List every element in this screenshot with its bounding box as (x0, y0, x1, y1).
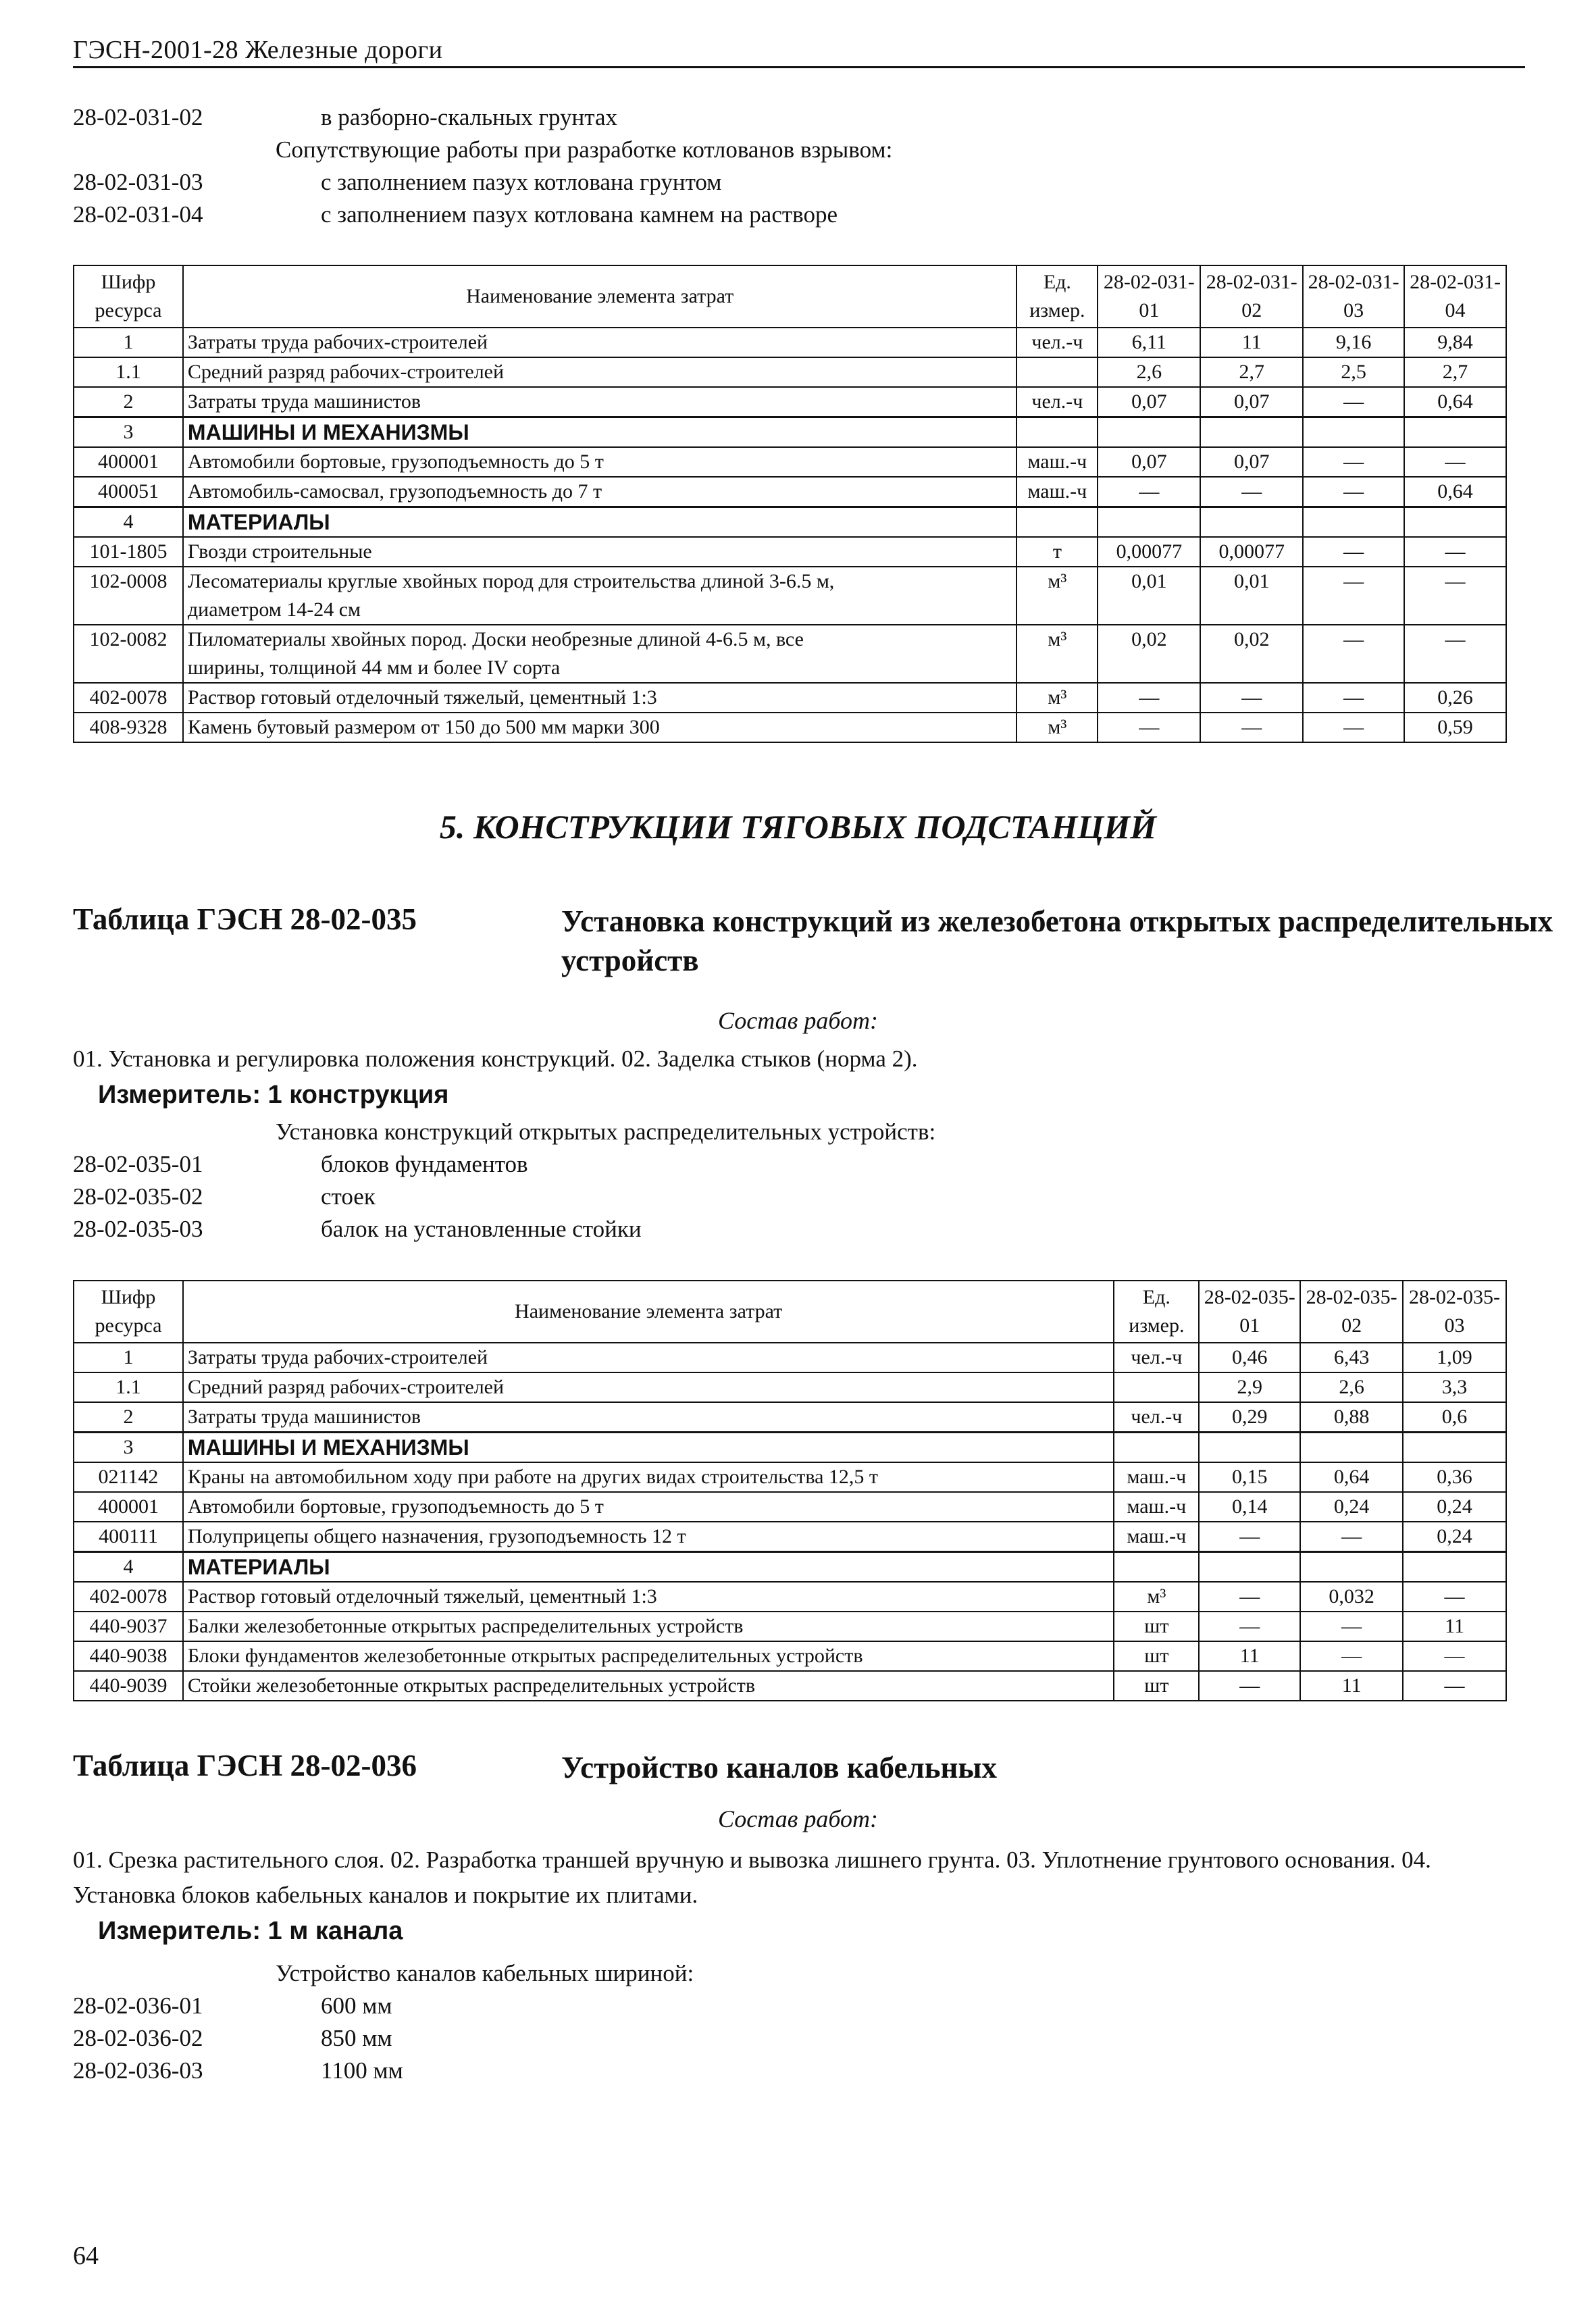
table-row (74, 1671, 1506, 1701)
header-unit: Ед. измер. (1016, 265, 1098, 328)
norm-value: 0,46 (1199, 1343, 1300, 1372)
empty-cell (1098, 654, 1200, 683)
norm-value: 2,6 (1300, 1372, 1403, 1402)
norm-value: — (1303, 713, 1404, 742)
table-row (74, 713, 1506, 742)
table-row (74, 1582, 1506, 1612)
empty-cell (1200, 417, 1303, 448)
resource-name: Лесоматериалы круглые хвойных пород для строительства длиной 3-6.5 м, (183, 567, 1016, 596)
section-heading: МАШИНЫ И МЕХАНИЗМЫ (183, 417, 1016, 448)
norm-value: 0,00077 (1200, 537, 1303, 567)
measure-unit: Измеритель: 1 конструкция (98, 1081, 449, 1109)
resource-unit: м³ (1016, 567, 1098, 596)
resource-code: 400051 (74, 477, 183, 507)
resource-unit: чел.-ч (1114, 1343, 1199, 1372)
resource-unit: шт (1114, 1671, 1199, 1701)
norm-code: 28-02-036-01 (73, 1992, 203, 2019)
norm-group-description: Установка конструкций открытых распределительных устройств: (276, 1119, 936, 1145)
norm-value: 0,14 (1199, 1492, 1300, 1522)
norm-value: 0,6 (1403, 1402, 1506, 1433)
norm-description: в разборно-скальных грунтах (321, 104, 617, 130)
section-heading: МАТЕРИАЛЫ (183, 1552, 1114, 1583)
empty-cell (1300, 1552, 1403, 1583)
norm-value: — (1199, 1612, 1300, 1641)
norm-value: — (1303, 683, 1404, 713)
norm-value: 0,36 (1403, 1462, 1506, 1492)
empty-cell (1303, 507, 1404, 538)
norm-code: 28-02-036-03 (73, 2057, 203, 2084)
resource-name: Затраты труда рабочих-строителей (183, 328, 1016, 357)
norm-value: — (1303, 567, 1404, 596)
norm-code: 28-02-035-02 (73, 1183, 203, 1210)
empty-cell (1404, 654, 1506, 683)
norm-value: — (1098, 683, 1200, 713)
table-label: Таблица ГЭСН 28-02-035 (73, 902, 417, 936)
empty-cell (1016, 507, 1098, 538)
norm-value: — (1404, 537, 1506, 567)
norm-value: — (1403, 1582, 1506, 1612)
empty-cell (1404, 507, 1506, 538)
resource-unit: чел.-ч (1016, 387, 1098, 417)
empty-cell (1098, 596, 1200, 625)
table-label: Таблица ГЭСН 28-02-036 (73, 1749, 417, 1782)
norm-value: — (1199, 1582, 1300, 1612)
norm-description: блоков фундаментов (321, 1151, 528, 1177)
resource-table-031 (73, 265, 1507, 743)
norm-value: — (1300, 1612, 1403, 1641)
measure-unit: Измеритель: 1 м канала (98, 1917, 403, 1945)
header-name: Наименование элемента затрат (183, 1281, 1114, 1343)
section-row (74, 417, 1506, 448)
resource-name: Затраты труда рабочих-строителей (183, 1343, 1114, 1372)
norm-value: — (1403, 1671, 1506, 1701)
table-row (74, 357, 1506, 387)
resource-name: Средний разряд рабочих-строителей (183, 1372, 1114, 1402)
empty-cell (74, 596, 183, 625)
header-rule (73, 66, 1525, 68)
resource-code: 3 (74, 1433, 183, 1463)
norm-value: 0,01 (1098, 567, 1200, 596)
norm-value: 0,01 (1200, 567, 1303, 596)
header-code: Шифр ресурса (74, 265, 183, 328)
norm-value: 0,24 (1403, 1492, 1506, 1522)
empty-cell (1114, 1433, 1199, 1463)
resource-name: Камень бутовый размером от 150 до 500 мм марки 300 (183, 713, 1016, 742)
norm-value: — (1200, 683, 1303, 713)
resource-unit (1016, 357, 1098, 387)
norm-value: 2,6 (1098, 357, 1200, 387)
resource-table-035 (73, 1280, 1507, 1701)
resource-code: 400111 (74, 1522, 183, 1552)
resource-code: 101-1805 (74, 537, 183, 567)
table-row (74, 1372, 1506, 1402)
resource-name: Раствор готовый отделочный тяжелый, цементный 1:3 (183, 1582, 1114, 1612)
table-row (74, 1462, 1506, 1492)
resource-unit: маш.-ч (1114, 1522, 1199, 1552)
section-heading: МАШИНЫ И МЕХАНИЗМЫ (183, 1433, 1114, 1463)
norm-value: — (1403, 1641, 1506, 1671)
norm-value: — (1300, 1522, 1403, 1552)
norm-group-description: Сопутствующие работы при разработке котлованов взрывом: (276, 136, 893, 163)
resource-code: 400001 (74, 447, 183, 477)
resource-code: 408-9328 (74, 713, 183, 742)
resource-name: Краны на автомобильном ходу при работе на других видах строительства 12,5 т (183, 1462, 1114, 1492)
norm-value: — (1404, 447, 1506, 477)
norm-value: 6,43 (1300, 1343, 1403, 1372)
norm-code: 28-02-031-03 (73, 169, 203, 195)
table-row-continuation (74, 596, 1506, 625)
norm-description: с заполнением пазух котлована грунтом (321, 169, 722, 195)
table-row (74, 1343, 1506, 1372)
resource-unit: м³ (1016, 683, 1098, 713)
table-row (74, 328, 1506, 357)
page-number: 64 (73, 2242, 99, 2270)
empty-cell (1200, 654, 1303, 683)
resource-unit: чел.-ч (1114, 1402, 1199, 1433)
resource-code: 4 (74, 507, 183, 538)
norm-value: 1,09 (1403, 1343, 1506, 1372)
norm-value: — (1200, 477, 1303, 507)
norm-value: 11 (1200, 328, 1303, 357)
norm-value: — (1303, 477, 1404, 507)
resource-code: 440-9037 (74, 1612, 183, 1641)
table-header-row (74, 1281, 1506, 1343)
resource-code: 402-0078 (74, 683, 183, 713)
norm-value: — (1098, 713, 1200, 742)
resource-name: Гвозди строительные (183, 537, 1016, 567)
resource-code: 4 (74, 1552, 183, 1583)
norm-value: — (1404, 567, 1506, 596)
norm-description: 600 мм (321, 1992, 392, 2019)
resource-unit: м³ (1114, 1582, 1199, 1612)
empty-cell (1403, 1433, 1506, 1463)
header-code: Шифр ресурса (74, 1281, 183, 1343)
norm-code: 28-02-031-02 (73, 104, 203, 130)
norm-value: — (1303, 387, 1404, 417)
resource-code: 440-9038 (74, 1641, 183, 1671)
norm-description: 1100 мм (321, 2057, 403, 2084)
resource-name: Автомобили бортовые, грузоподъемность до 5 т (183, 1492, 1114, 1522)
resource-unit (1114, 1372, 1199, 1402)
resource-name-continued: диаметром 14-24 см (183, 596, 1016, 625)
works-description: 01. Срезка растительного слоя. 02. Разработка траншей вручную и вывозка лишнего грунта. 03. Уплотнение грунтового основания. 04. Установка блоков кабельных каналов и покрытие их плитами. (73, 1847, 1431, 1908)
norm-value: 0,07 (1098, 447, 1200, 477)
norm-value: — (1199, 1671, 1300, 1701)
norm-value: 0,88 (1300, 1402, 1403, 1433)
resource-code: 1.1 (74, 1372, 183, 1402)
empty-cell (1016, 654, 1098, 683)
norm-value: 9,16 (1303, 328, 1404, 357)
resource-name-continued: ширины, толщиной 44 мм и более IV сорта (183, 654, 1016, 683)
resource-name: Полуприцепы общего назначения, грузоподъемность 12 т (183, 1522, 1114, 1552)
norm-value: 2,5 (1303, 357, 1404, 387)
norm-value: — (1303, 447, 1404, 477)
resource-unit: маш.-ч (1114, 1492, 1199, 1522)
resource-name: Пиломатериалы хвойных пород. Доски необрезные длиной 4-6.5 м, все (183, 625, 1016, 654)
section-row (74, 507, 1506, 538)
resource-name: Автомобиль-самосвал, грузоподъемность до 7 т (183, 477, 1016, 507)
empty-cell (1300, 1433, 1403, 1463)
norm-value: 0,02 (1200, 625, 1303, 654)
resource-unit: м³ (1016, 625, 1098, 654)
table-title: Устройство каналов кабельных (561, 1751, 998, 1784)
header-name: Наименование элемента затрат (183, 265, 1016, 328)
norm-value: 0,26 (1404, 683, 1506, 713)
norm-value: 0,24 (1403, 1522, 1506, 1552)
resource-name: Затраты труда машинистов (183, 387, 1016, 417)
resource-code: 021142 (74, 1462, 183, 1492)
resource-name: Автомобили бортовые, грузоподъемность до 5 т (183, 447, 1016, 477)
empty-cell (1016, 417, 1098, 448)
empty-cell (74, 654, 183, 683)
resource-name: Затраты труда машинистов (183, 1402, 1114, 1433)
resource-name: Стойки железобетонные открытых распределительных устройств (183, 1671, 1114, 1701)
norm-value: 0,64 (1404, 477, 1506, 507)
table-row (74, 683, 1506, 713)
header-norm-col: 28-02-031-01 (1098, 265, 1200, 328)
section-row (74, 1552, 1506, 1583)
norm-description: балок на установленные стойки (321, 1216, 642, 1242)
norm-value: 0,15 (1199, 1462, 1300, 1492)
norm-value: 0,02 (1098, 625, 1200, 654)
resource-code: 102-0082 (74, 625, 183, 654)
resource-code: 1 (74, 328, 183, 357)
norm-value: 0,64 (1404, 387, 1506, 417)
resource-unit: м³ (1016, 713, 1098, 742)
empty-cell (1199, 1433, 1300, 1463)
resource-code: 2 (74, 1402, 183, 1433)
norm-value: 11 (1403, 1612, 1506, 1641)
norm-value: 0,07 (1200, 387, 1303, 417)
table-row (74, 1492, 1506, 1522)
norm-value: 0,032 (1300, 1582, 1403, 1612)
works-description: 01. Установка и регулировка положения конструкций. 02. Заделка стыков (норма 2). (73, 1046, 918, 1072)
norm-description: стоек (321, 1183, 376, 1210)
norm-code: 28-02-031-04 (73, 201, 203, 228)
norm-value: 2,7 (1200, 357, 1303, 387)
norm-value: — (1098, 477, 1200, 507)
empty-cell (1200, 596, 1303, 625)
resource-unit: шт (1114, 1641, 1199, 1671)
norm-value: 3,3 (1403, 1372, 1506, 1402)
resource-name: Раствор готовый отделочный тяжелый, цементный 1:3 (183, 683, 1016, 713)
table-row (74, 1612, 1506, 1641)
table-row (74, 387, 1506, 417)
empty-cell (1200, 507, 1303, 538)
norm-code: 28-02-036-02 (73, 2025, 203, 2051)
header-norm-col: 28-02-031-03 (1303, 265, 1404, 328)
resource-name: Балки железобетонные открытых распределительных устройств (183, 1612, 1114, 1641)
resource-code: 3 (74, 417, 183, 448)
norm-value: — (1200, 713, 1303, 742)
resource-unit: маш.-ч (1016, 447, 1098, 477)
table-header-row (74, 265, 1506, 328)
empty-cell (1016, 596, 1098, 625)
resource-name: Средний разряд рабочих-строителей (183, 357, 1016, 387)
table-title: Установка конструкций из железобетона открытых распределительных устройств (561, 904, 1553, 977)
norm-value: 0,24 (1300, 1492, 1403, 1522)
running-header: ГЭСН-2001-28 Железные дороги (73, 36, 443, 64)
header-norm-col: 28-02-035-03 (1403, 1281, 1506, 1343)
table-row (74, 567, 1506, 596)
table-row (74, 447, 1506, 477)
resource-code: 400001 (74, 1492, 183, 1522)
norm-value: 0,07 (1200, 447, 1303, 477)
norm-value: 0,29 (1199, 1402, 1300, 1433)
resource-code: 402-0078 (74, 1582, 183, 1612)
empty-cell (1199, 1552, 1300, 1583)
norm-value: 0,64 (1300, 1462, 1403, 1492)
resource-unit: шт (1114, 1612, 1199, 1641)
empty-cell (1303, 417, 1404, 448)
resource-name: Блоки фундаментов железобетонные открытых распределительных устройств (183, 1641, 1114, 1671)
norm-value: 9,84 (1404, 328, 1506, 357)
resource-code: 1 (74, 1343, 183, 1372)
norm-value: — (1199, 1522, 1300, 1552)
section-row (74, 1433, 1506, 1463)
norm-value: 11 (1199, 1641, 1300, 1671)
header-norm-col: 28-02-031-04 (1404, 265, 1506, 328)
resource-unit: т (1016, 537, 1098, 567)
resource-unit: чел.-ч (1016, 328, 1098, 357)
empty-cell (1098, 507, 1200, 538)
norm-code: 28-02-035-01 (73, 1151, 203, 1177)
norm-group-description: Устройство каналов кабельных шириной: (276, 1960, 694, 1986)
norm-value: 2,7 (1404, 357, 1506, 387)
table-row (74, 1522, 1506, 1552)
table-row (74, 625, 1506, 654)
resource-code: 102-0008 (74, 567, 183, 596)
header-norm-col: 28-02-031-02 (1200, 265, 1303, 328)
norm-description: 850 мм (321, 2025, 392, 2051)
composition-title: Состав работ: (718, 1805, 878, 1832)
empty-cell (1403, 1552, 1506, 1583)
norm-description: с заполнением пазух котлована камнем на растворе (321, 201, 838, 228)
norm-value: 2,9 (1199, 1372, 1300, 1402)
norm-value: — (1303, 537, 1404, 567)
empty-cell (1114, 1552, 1199, 1583)
norm-value: 0,59 (1404, 713, 1506, 742)
norm-value: 11 (1300, 1671, 1403, 1701)
empty-cell (1303, 596, 1404, 625)
table-row-continuation (74, 654, 1506, 683)
table-row (74, 477, 1506, 507)
resource-unit: маш.-ч (1016, 477, 1098, 507)
resource-unit: маш.-ч (1114, 1462, 1199, 1492)
section-title: 5. КОНСТРУКЦИИ ТЯГОВЫХ ПОДСТАНЦИЙ (439, 808, 1157, 846)
norm-code: 28-02-035-03 (73, 1216, 203, 1242)
header-unit: Ед. измер. (1114, 1281, 1199, 1343)
empty-cell (1404, 596, 1506, 625)
resource-code: 2 (74, 387, 183, 417)
empty-cell (1404, 417, 1506, 448)
table-row (74, 1641, 1506, 1671)
empty-cell (1098, 417, 1200, 448)
norm-value: — (1404, 625, 1506, 654)
resource-code: 1.1 (74, 357, 183, 387)
norm-value: — (1303, 625, 1404, 654)
norm-value: 6,11 (1098, 328, 1200, 357)
empty-cell (1303, 654, 1404, 683)
table-row (74, 537, 1506, 567)
norm-value: 0,07 (1098, 387, 1200, 417)
norm-value: — (1300, 1641, 1403, 1671)
section-heading: МАТЕРИАЛЫ (183, 507, 1016, 538)
norm-value: 0,00077 (1098, 537, 1200, 567)
header-norm-col: 28-02-035-01 (1199, 1281, 1300, 1343)
composition-title: Состав работ: (718, 1007, 878, 1034)
table-row (74, 1402, 1506, 1433)
resource-code: 440-9039 (74, 1671, 183, 1701)
header-norm-col: 28-02-035-02 (1300, 1281, 1403, 1343)
